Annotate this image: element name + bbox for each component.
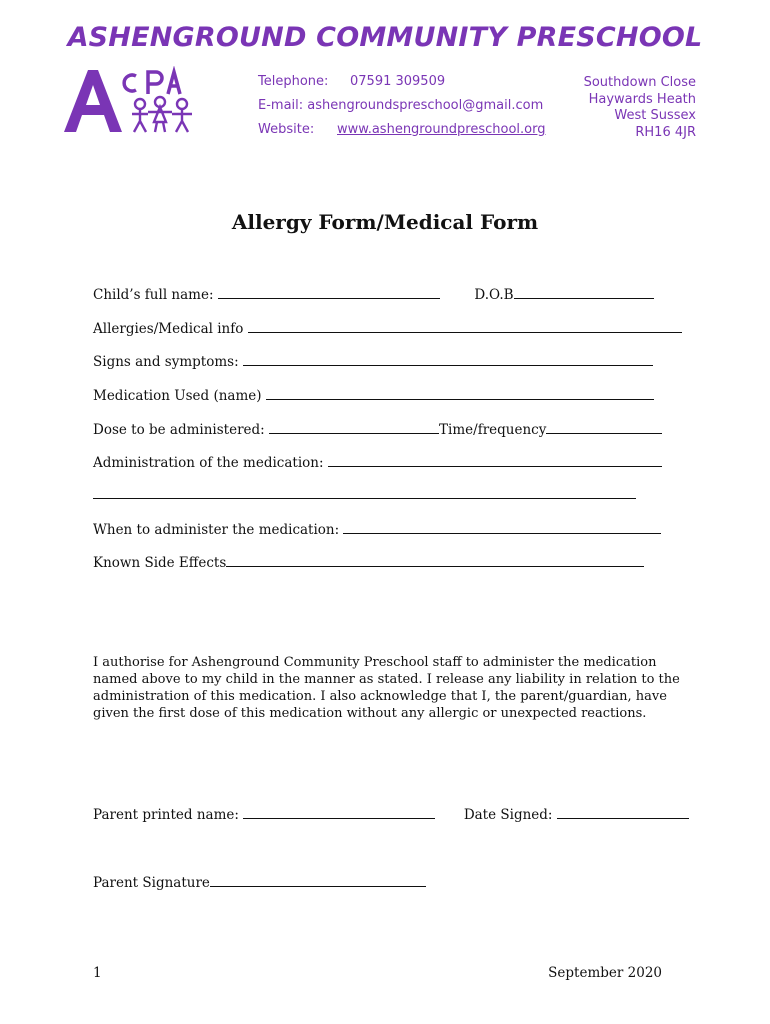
- date-signed-label: Date Signed:: [463, 807, 553, 823]
- child-name-label: Child’s full name:: [93, 287, 214, 303]
- dose-field[interactable]: [269, 419, 439, 434]
- parent-name-field[interactable]: [243, 804, 435, 819]
- address-line: Haywards Heath: [588, 91, 696, 107]
- when-field[interactable]: [343, 519, 661, 534]
- address-line: Southdown Close: [583, 75, 696, 90]
- administration-row: [93, 452, 662, 472]
- allergies-field[interactable]: [248, 318, 682, 333]
- parent-name-label: Parent printed name:: [93, 807, 239, 823]
- school-name-heading: ASHENGROUND COMMUNITY PRESCHOOL: [67, 22, 703, 53]
- signs-label: Signs and symptoms:: [93, 354, 239, 370]
- page-number: 1: [93, 965, 102, 981]
- medication-label: Medication Used (name): [93, 388, 262, 404]
- when-row: [93, 519, 661, 539]
- school-logo: [62, 66, 198, 138]
- contact-block: [258, 70, 558, 142]
- frequency-label: Time/frequency: [439, 422, 547, 438]
- medication-row: [93, 385, 654, 405]
- side-effects-field[interactable]: [226, 552, 644, 567]
- footer-date: September 2020: [548, 965, 662, 981]
- address-line: West Sussex: [614, 108, 696, 123]
- telephone-row: [258, 70, 558, 94]
- email-row: E-mail: ashengroundspreschool@gmail.com: [258, 98, 544, 113]
- parent-signature-label: Parent Signature: [93, 875, 210, 891]
- website-row: [258, 118, 558, 142]
- child-name-field[interactable]: [218, 284, 440, 299]
- administration-continued-field[interactable]: [93, 484, 636, 499]
- parent-signature-row: [93, 872, 426, 892]
- dose-row: [93, 419, 662, 439]
- dose-label: Dose to be administered:: [93, 422, 265, 438]
- website-link[interactable]: www.ashengroundpreschool.org: [337, 122, 546, 137]
- parent-name-row: [93, 804, 689, 824]
- administration-label: Administration of the medication:: [93, 455, 324, 471]
- frequency-field[interactable]: [546, 419, 662, 434]
- address-line: RH16 4JR: [635, 124, 696, 140]
- telephone-label: Telephone:: [258, 74, 329, 89]
- side-effects-row: [93, 552, 644, 572]
- website-label: Website:: [258, 122, 315, 137]
- side-effects-label: Known Side Effects: [93, 555, 227, 571]
- allergies-row: [93, 318, 682, 338]
- medication-field[interactable]: [266, 385, 654, 400]
- administration-continued-row: [93, 484, 636, 504]
- dob-field[interactable]: [514, 284, 654, 299]
- dob-label: D.O.B: [474, 287, 514, 303]
- address-block: [584, 75, 696, 141]
- when-label: When to administer the medication:: [93, 522, 340, 538]
- form-title: Allergy Form/Medical Form: [231, 210, 539, 234]
- child-name-row: [93, 284, 654, 304]
- administration-field[interactable]: [328, 452, 662, 467]
- telephone-value: 07591 309509: [350, 74, 446, 89]
- signs-field[interactable]: [243, 351, 653, 366]
- date-signed-field[interactable]: [557, 804, 689, 819]
- parent-signature-field[interactable]: [210, 872, 426, 887]
- signs-row: [93, 351, 653, 371]
- authorisation-statement: I authorise for Ashenground Community Preschool staff to administer the medication named above to my child in the manner as stated. I release any liability in relation to the administration of this medication. I also acknowledge that I, the parent/guardian, have given the first dose of this medication without any allergic or unexpected reactions.: [93, 655, 680, 721]
- allergies-label: Allergies/Medical info: [93, 321, 244, 337]
